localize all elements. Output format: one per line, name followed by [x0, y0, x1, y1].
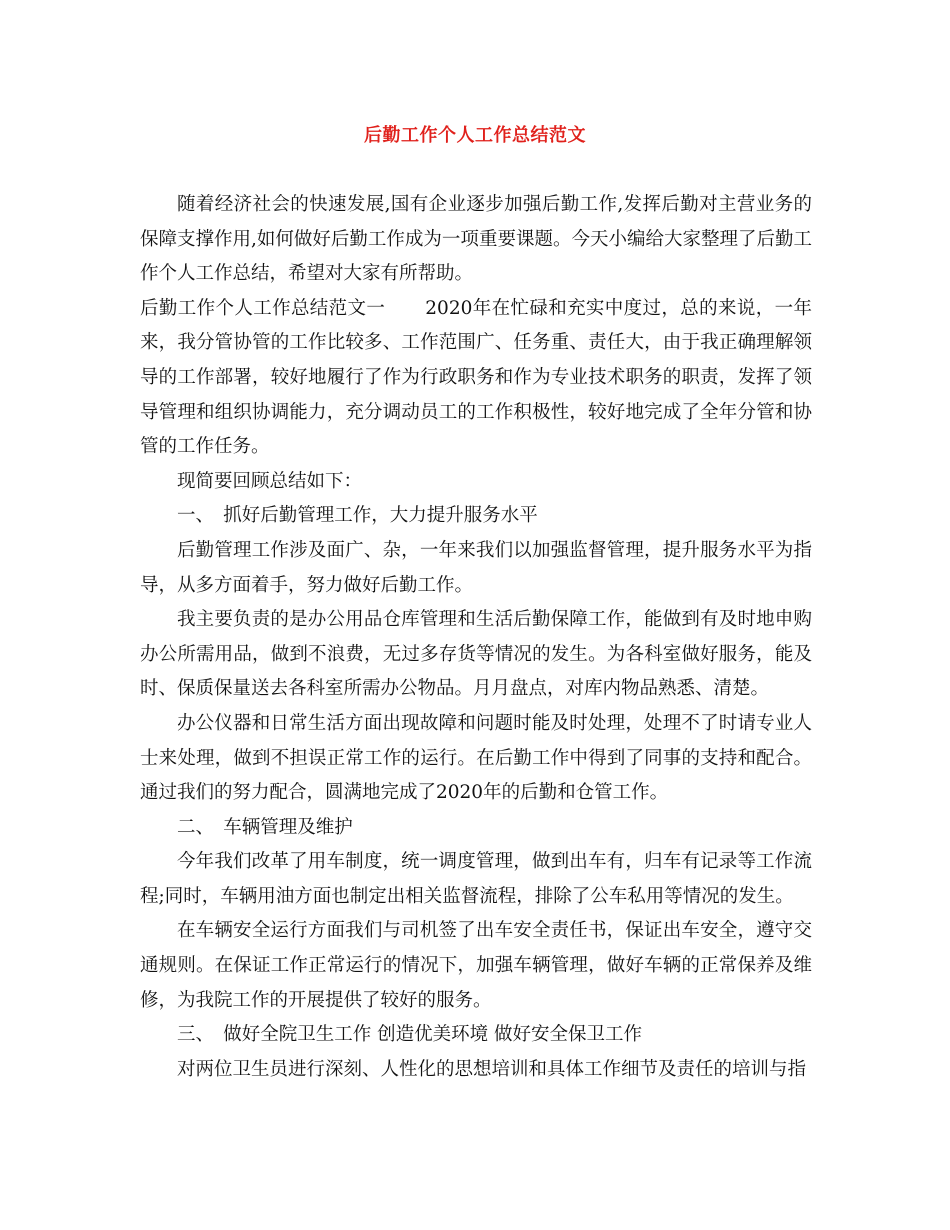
- paragraph-logistics-management: 后勤管理工作涉及面广、杂，一年来我们以加强监督管理，提升服务水平为指导，从多方面着手，努力做好后勤工作。: [140, 539, 812, 596]
- paragraph-intro: 随着经济社会的快速发展,国有企业逐步加强后勤工作,发挥后勤对主营业务的保障支撑作用,如何做好后勤工作成为一项重要课题。今天小编给大家整理了后勤工作个人工作总结，希望对大家有所帮助。: [140, 194, 812, 285]
- paragraph-sanitation-training: 对两位卫生员进行深刻、人性化的思想培训和具体工作细节及责任的培训与指: [177, 1058, 807, 1080]
- paragraph-section-one-opening: [140, 292, 812, 465]
- paragraph-vehicle-system: 今年我们改革了用车制度，统一调度管理，做到出车有，归车有记录等工作流程;同时，车辆用油方面也制定出相关监督流程，排除了公车私用等情况的发生。: [140, 851, 812, 907]
- heading-part-three: 三、 做好全院卫生工作 创造优美环境 做好安全保卫工作: [177, 1024, 643, 1046]
- section-lead: 后勤工作个人工作总结范文一: [140, 297, 386, 319]
- paragraph-text: 2020年在忙碌和充实中度过，总的来说，一年来，我分管协管的工作比较多、工作范围广、任务重、责任大，由于我正确理解领导的工作部署，较好地履行了作为行政职务和作为专业技术职务的职责，发挥了领导管理和组织协调能力，充分调动员工的工作积极性，较好地完成了全年分管和协管的工作任务。: [140, 297, 812, 458]
- heading-part-two: 二、 车辆管理及维护: [177, 816, 353, 838]
- document-body: [140, 188, 812, 1087]
- paragraph-vehicle-safety: 在车辆安全运行方面我们与司机签了出车安全责任书，保证出车安全，遵守交通规则。在保证工作正常运行的情况下，加强车辆管理，做好车辆的正常保养及维修，为我院工作的开展提供了较好的服务。: [140, 920, 812, 1011]
- heading-part-one: 一、 抓好后勤管理工作，大力提升服务水平: [177, 505, 538, 527]
- paragraph-review-intro: 现简要回顾总结如下：: [177, 470, 363, 492]
- document-title: 后勤工作个人工作总结范文: [364, 125, 586, 146]
- paragraph-equipment-repair: 办公仪器和日常生活方面出现故障和问题时能及时处理，处理不了时请专业人士来处理，做到不担误正常工作的运行。在后勤工作中得到了同事的支持和配合。通过我们的努力配合，圆满地完成了2020年的后勤和仓管工作。: [140, 712, 812, 804]
- paragraph-office-supplies: 我主要负责的是办公用品仓库管理和生活后勤保障工作，能做到有及时地申购办公所需用品，做到不浪费，无过多存货等情况的发生。为各科室做好服务，能及时、保质保量送去各科室所需办公物品。月月盘点，对库内物品熟悉、清楚。: [140, 609, 812, 700]
